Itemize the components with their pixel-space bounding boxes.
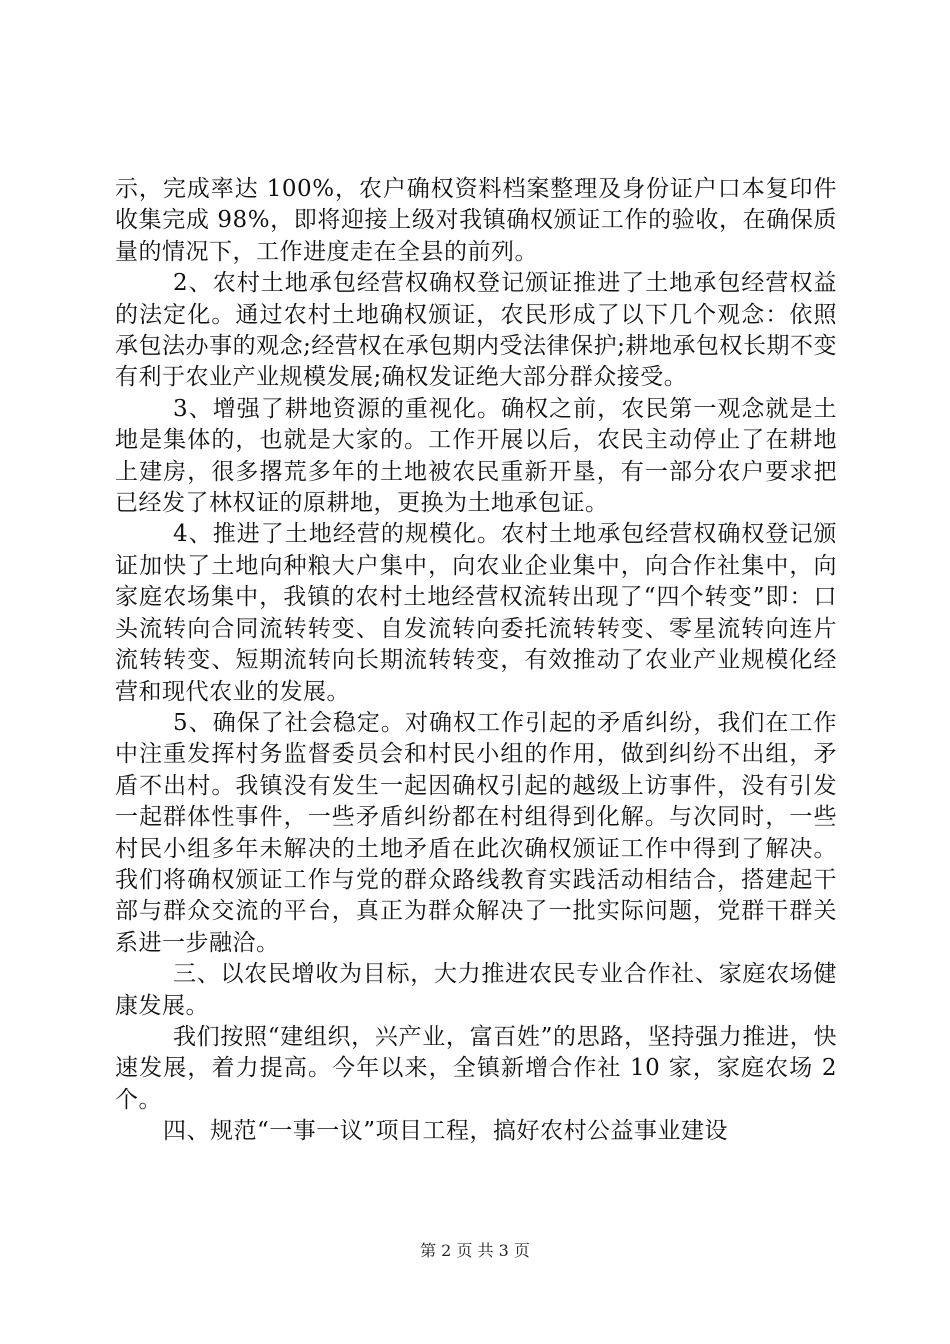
paragraph-item-3: 3、增强了耕地资源的重视化。确权之前，农民第一观念就是土地是集体的，也就是大家的。工作开展以后，农民主动停止了在耕地上建房，很多撂荒多年的土地被农民重新开垦，有一部分农户要求把已经发了林权证的原耕地，更换为土地承包证。 xyxy=(115,395,837,517)
paragraph-continued: 示，完成率达 100%，农户确权资料档案整理及身份证户口本复印件收集完成 98%，即将迎接上级对我镇确权颁证工作的验收，在确保质量的情况下，工作进度走在全县的前列。 xyxy=(115,176,837,265)
paragraph-item-2: 2、农村土地承包经营权确权登记颁证推进了土地承包经营权益的法定化。通过农村土地确权颁证，农民形成了以下几个观念：依照承包法办事的观念;经营权在承包期内受法律保护;耕地承包权长期不变有利于农业产业规模发展;确权发证绝大部分群众接受。 xyxy=(115,270,837,391)
paragraph-item-4: 4、推进了土地经营的规模化。农村土地承包经营权确权登记颁证加快了土地向种粮大户集中，向农业企业集中，向合作社集中，向家庭农场集中，我镇的农村土地经营权流转出现了“四个转变”即：口头流转向合同流转转变、自发流转向委托流转转变、零星流转向连片流转转变、短期流转向长期流转转变，有效推动了农业产业规模化经营和现代农业的发展。 xyxy=(115,521,837,705)
document-body xyxy=(115,174,837,1148)
section-heading-3: 三、以农民增收为目标，大力推进农民专业合作社、家庭农场健康发展。 xyxy=(115,961,837,1019)
page-number-footer: 第 2 页 共 3 页 xyxy=(420,1241,530,1260)
paragraph-section-3-body: 我们按照“建组织，兴产业，富百姓”的思路，坚持强力推进，快速发展，着力提高。今年以来，全镇新增合作社 10 家，家庭农场 2 个。 xyxy=(115,1023,837,1113)
paragraph-item-5: 5、确保了社会稳定。对确权工作引起的矛盾纠纷，我们在工作中注重发挥村务监督委员会和村民小组的作用，做到纠纷不出组，矛盾不出村。我镇没有发生一起因确权引起的越级上访事件，没有引发一起群体性事件，一些矛盾纠纷都在村组得到化解。与次同时，一些村民小组多年未解决的土地矛盾在此次确权颁证工作中得到了解决。我们将确权颁证工作与党的群众路线教育实践活动相结合，搭建起干部与群众交流的平台，真正为群众解决了一批实际问题，党群干群关系进一步融洽。 xyxy=(115,709,837,956)
section-heading-4: 四、规范“一事一议”项目工程，搞好农村公益事业建设 xyxy=(163,1118,729,1145)
